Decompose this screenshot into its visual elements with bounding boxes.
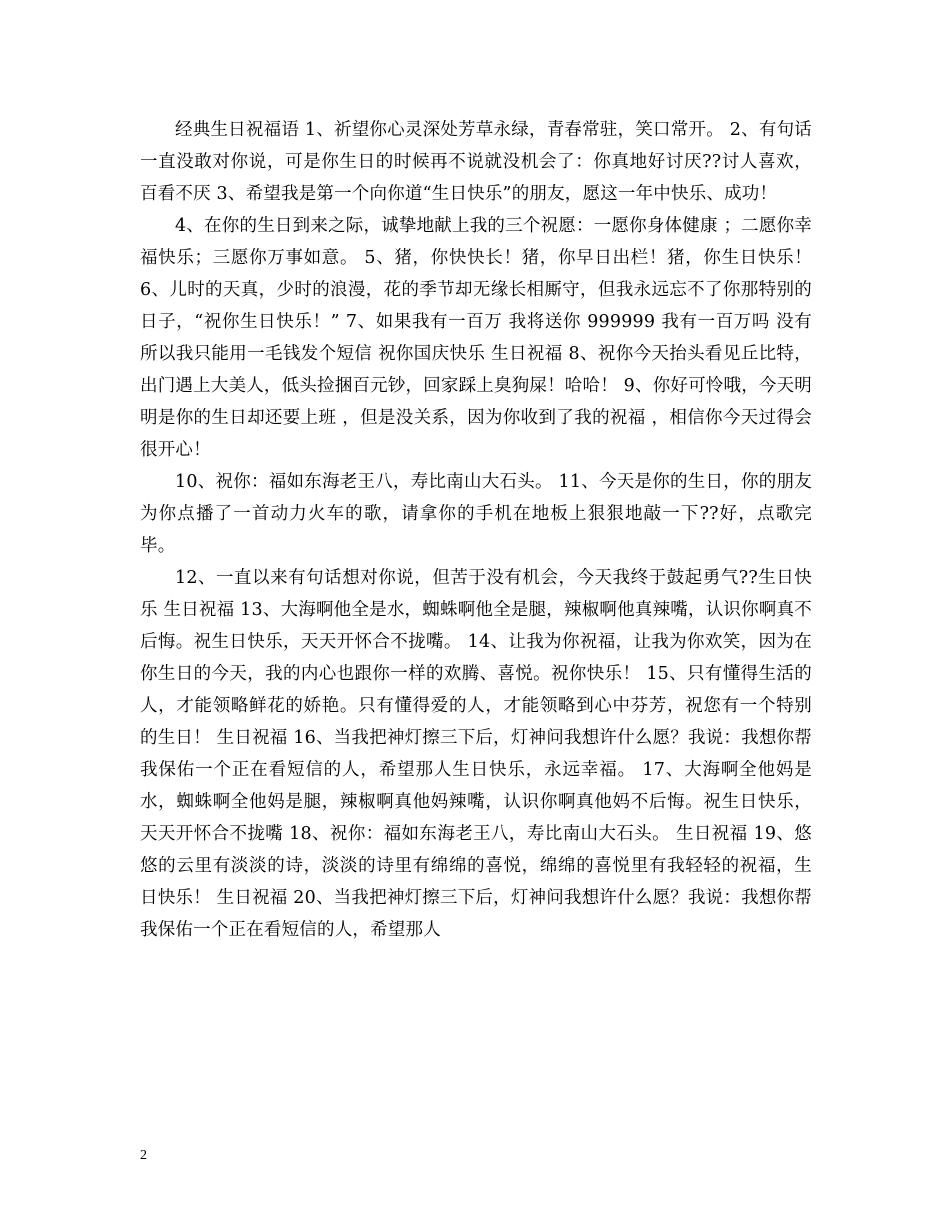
document-body bbox=[140, 114, 812, 946]
paragraph-3: 10、祝你：福如东海老王八，寿比南山大石头。 11、今天是你的生日，你的朋友为你点播了一首动力火车的歌，请拿你的手机在地板上狠狠地敲一下??好，点歌完毕。 bbox=[140, 472, 812, 556]
paragraph-2: 4、在你的生日到来之际，诚挚地献上我的三个祝愿：一愿你身体健康 ；二愿你幸福快乐；三愿你万事如意。 5、猪，你快快长！猪，你早日出栏！猪，你生日快乐！ 6、儿时的天真，少时的浪漫，花的季节却无缘长相厮守，但我永远忘不了你那特别的日子，“祝你生日快乐！” 7、如果我有一百万 我将送你 999999 我有一百万吗 没有 所以我只能用一毛钱发个短信 祝你国庆快乐 生日祝福 8、祝你今天抬头看见丘比特，出门遇上大美人，低头捡捆百元钞，回家踩上臭狗屎！哈哈！ 9、你好可怜哦，今天明明是你的生日却还要上班 ，但是没关系，因为你收到了我的祝福 ，相信你今天过得会很开心！ bbox=[140, 216, 812, 460]
paragraph-4: 12、一直以来有句话想对你说，但苦于没有机会，今天我终于鼓起勇气??生日快乐 生日祝福 13、大海啊他全是水，蜘蛛啊他全是腿，辣椒啊他真辣嘴，认识你啊真不后悔。祝生日快乐，天天开怀合不拢嘴。 14、让我为你祝福，让我为你欢笑，因为在你生日的今天，我的内心也跟你一样的欢腾、喜悦。祝你快乐！ 15、只有懂得生活的人，才能领略鲜花的娇艳。只有懂得爱的人，才能领略到心中芬芳，祝您有一个特别的生日！ 生日祝福 16、当我把神灯擦三下后，灯神问我想许什么愿？我说：我想你帮我保佑一个正在看短信的人，希望那人生日快乐，永远幸福。 17、大海啊全他妈是水，蜘蛛啊全他妈是腿，辣椒啊真他妈辣嘴，认识你啊真他妈不后悔。祝生日快乐，天天开怀合不拢嘴 18、祝你：福如东海老王八，寿比南山大石头。 生日祝福 19、悠悠的云里有淡淡的诗，淡淡的诗里有绵绵的喜悦，绵绵的喜悦里有我轻轻的祝福，生日快乐！ 生日祝福 20、当我把神灯擦三下后，灯神问我想许什么愿？我说：我想你帮我保佑一个正在看短信的人，希望那人 bbox=[140, 568, 813, 940]
paragraph-1: 经典生日祝福语 1、祈望你心灵深处芳草永绿，青春常驻，笑口常开。 2、有句话一直没敢对你说，可是你生日的时候再不说就没机会了：你真地好讨厌??讨人喜欢，百看不厌 3、希望我是第一个向你道“生日快乐”的朋友，愿这一年中快乐、成功！ bbox=[140, 120, 812, 204]
page-number: 2 bbox=[140, 1148, 147, 1163]
